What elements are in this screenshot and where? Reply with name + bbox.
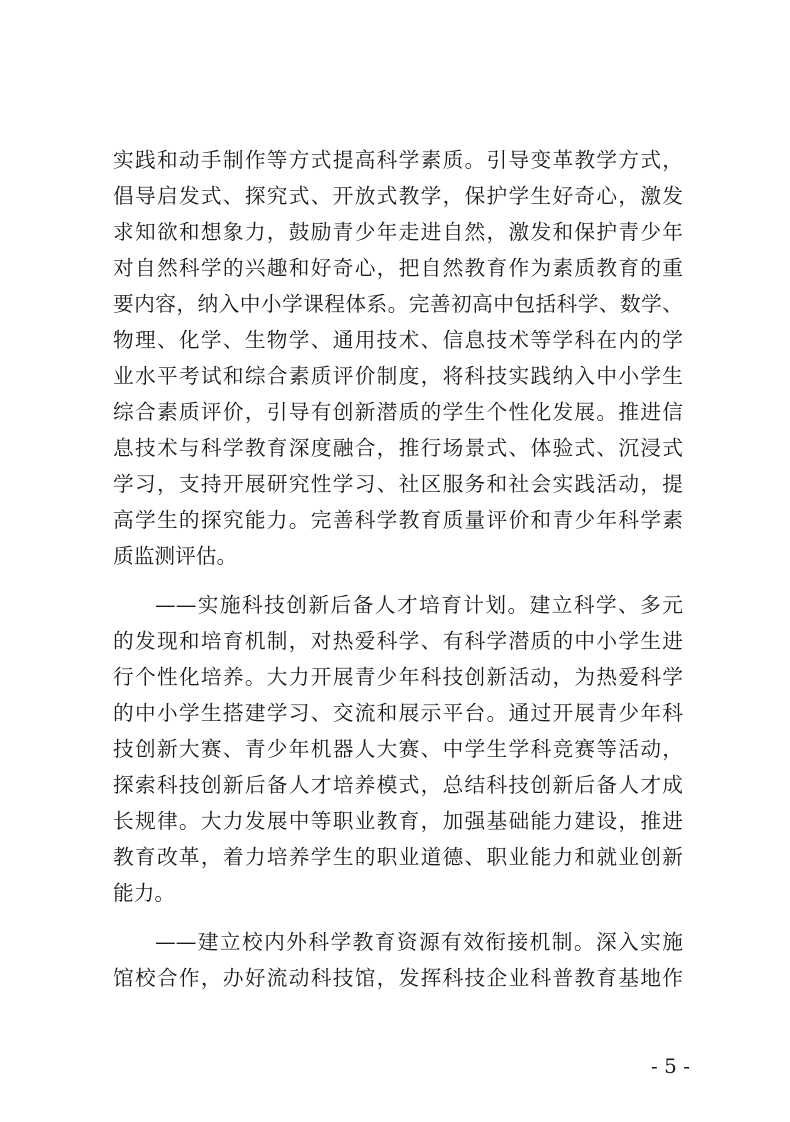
text-line: 息技术与科学教育深度融合，推行场景式、体验式、沉浸式 (113, 436, 683, 460)
text-line: 学习，支持开展研究性学习、社区服务和社会实践活动，提 (113, 472, 683, 496)
text-line: 能力。 (113, 881, 176, 905)
text-line: 馆校合作，办好流动科技馆，发挥科技企业科普教育基地作 (113, 966, 683, 990)
text-line: 高学生的探究能力。完善科学教育质量评价和青少年科学素 (113, 508, 683, 532)
text-line: 教育改革，着力培养学生的职业道德、职业能力和就业创新 (113, 845, 683, 869)
text-line: ——实施科技创新后备人才培育计划。建立科学、多元 (155, 593, 683, 617)
page-number: - 5 - (651, 1054, 690, 1078)
text-line: 对自然科学的兴趣和好奇心，把自然教育作为素质教育的重 (113, 256, 683, 280)
text-line: 行个性化培养。大力开展青少年科技创新活动，为热爱科学 (113, 665, 683, 689)
text-line: 的中小学生搭建学习、交流和展示平台。通过开展青少年科 (113, 701, 683, 725)
text-line: 技创新大赛、青少年机器人大赛、中学生学科竞赛等活动， (113, 737, 683, 761)
text-line: 求知欲和想象力，鼓励青少年走进自然，激发和保护青少年 (113, 220, 683, 244)
text-line: 倡导启发式、探究式、开放式教学，保护学生好奇心，激发 (113, 184, 683, 208)
text-line: 长规律。大力发展中等职业教育，加强基础能力建设，推进 (113, 809, 683, 833)
text-line: 的发现和培育机制，对热爱科学、有科学潜质的中小学生进 (113, 629, 683, 653)
text-line: 质监测评估。 (113, 544, 238, 568)
text-line: 业水平考试和综合素质评价制度，将科技实践纳入中小学生 (113, 364, 683, 388)
text-line: 物理、化学、生物学、通用技术、信息技术等学科在内的学 (113, 328, 683, 352)
text-line: ——建立校内外科学教育资源有效衔接机制。深入实施 (155, 930, 683, 954)
text-line: 探索科技创新后备人才培养模式，总结科技创新后备人才成 (113, 773, 683, 797)
text-line: 综合素质评价，引导有创新潜质的学生个性化发展。推进信 (113, 400, 683, 424)
text-line: 实践和动手制作等方式提高科学素质。引导变革教学方式， (113, 148, 683, 172)
text-line: 要内容，纳入中小学课程体系。完善初高中包括科学、数学、 (113, 292, 683, 316)
